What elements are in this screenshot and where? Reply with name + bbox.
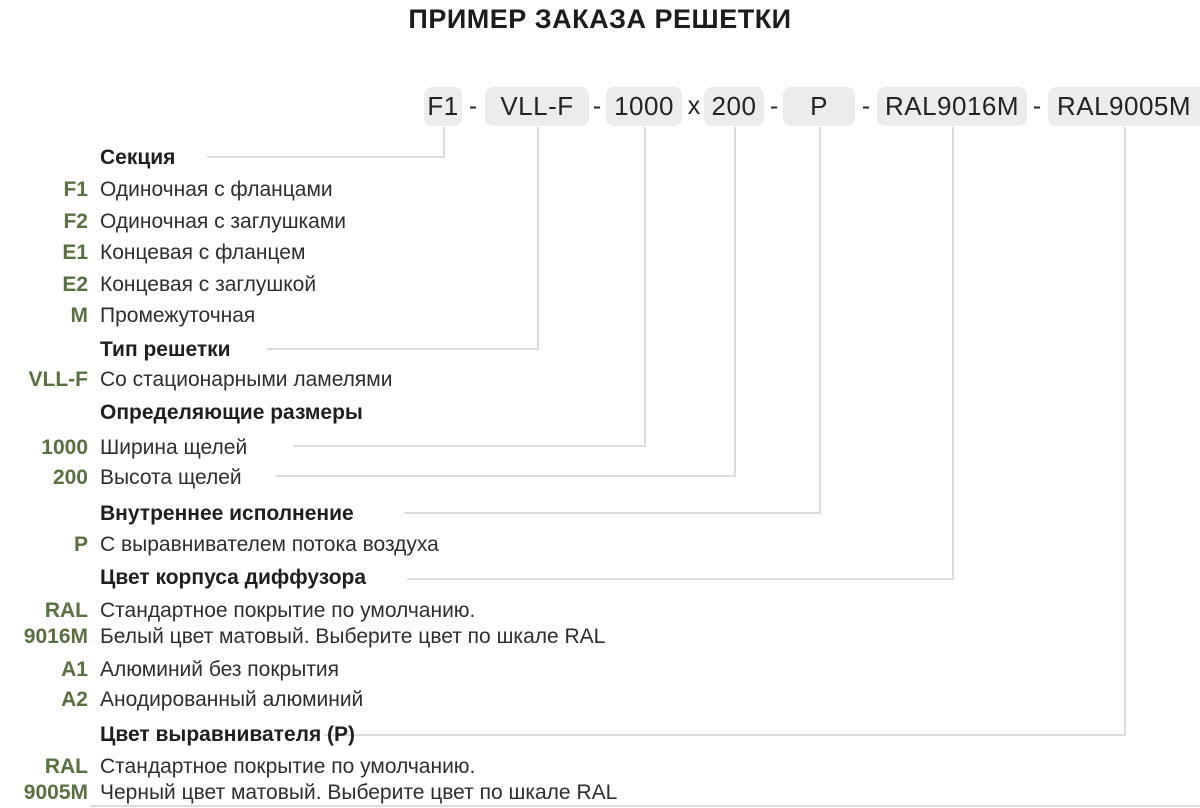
list-item (0, 754, 1200, 780)
item-desc: Концевая с заглушкой (100, 273, 317, 296)
item-desc: Со стационарными ламелями (100, 368, 393, 391)
bottom-divider (90, 805, 1200, 807)
list-item (0, 687, 1200, 713)
item-code: M (70, 304, 88, 327)
list-item (0, 465, 1200, 491)
section-header: Внутреннее исполнение (100, 502, 354, 525)
item-code: A2 (61, 688, 88, 711)
code-separator: - (861, 92, 871, 120)
code-box-section: F1 (424, 87, 462, 126)
list-item (0, 177, 1200, 203)
code-separator: - (1032, 92, 1042, 120)
code-box-grille-type: VLL-F (485, 87, 589, 126)
item-desc: Одиночная с заглушками (100, 210, 347, 233)
item-desc: Одиночная с фланцами (100, 178, 333, 201)
item-desc: Алюминий без покрытия (100, 658, 340, 681)
section-header: Секция (100, 146, 176, 169)
code-separator: - (468, 92, 478, 120)
item-desc: Промежуточная (100, 304, 256, 327)
item-desc: Ширина щелей (100, 436, 248, 459)
list-item (0, 624, 1200, 650)
item-desc: Стандартное покрытие по умолчанию. (100, 599, 476, 622)
code-box-equalizer-color: RAL9005M (1048, 87, 1200, 126)
section-header: Тип решетки (100, 338, 231, 361)
item-code: RAL (44, 599, 88, 622)
item-code: RAL (44, 755, 88, 778)
list-item (0, 367, 1200, 393)
code-box-width: 1000 (606, 87, 682, 126)
item-code: A1 (61, 658, 88, 681)
item-desc: С выравнивателем потока воздуха (100, 533, 439, 556)
list-item (0, 303, 1200, 329)
item-code: E2 (62, 273, 88, 296)
section-header: Цвет корпуса диффузора (100, 566, 367, 589)
code-box-body-color: RAL9016M (877, 87, 1027, 126)
item-code: P (73, 533, 88, 556)
item-desc: Анодированный алюминий (100, 688, 364, 711)
page-title: ПРИМЕР ЗАКАЗА РЕШЕТКИ (408, 4, 792, 34)
item-code: F2 (63, 210, 88, 233)
list-item (0, 780, 1200, 806)
section-header: Цвет выравнивателя (P) (100, 723, 356, 746)
item-code: 1000 (41, 436, 88, 459)
list-item (0, 209, 1200, 235)
code-separator: x (687, 92, 701, 120)
list-item (0, 598, 1200, 624)
item-desc: Стандартное покрытие по умолчанию. (100, 755, 476, 778)
code-box-internal: P (783, 87, 855, 126)
item-desc: Концевая с фланцем (100, 241, 306, 264)
list-item (0, 435, 1200, 461)
item-desc: Высота щелей (100, 466, 242, 489)
list-item (0, 240, 1200, 266)
item-code: E1 (62, 241, 88, 264)
list-item (0, 532, 1200, 558)
code-separator: - (592, 92, 602, 120)
item-code: VLL-F (28, 368, 88, 391)
item-code: 200 (52, 466, 88, 489)
item-code: 9016M (23, 625, 88, 648)
list-item (0, 657, 1200, 683)
item-code: 9005M (23, 781, 88, 804)
code-separator: - (769, 92, 779, 120)
section-header: Определяющие размеры (100, 401, 363, 424)
item-code: F1 (63, 178, 88, 201)
item-desc: Черный цвет матовый. Выберите цвет по шкале RAL (100, 781, 618, 804)
item-desc: Белый цвет матовый. Выберите цвет по шкале RAL (100, 625, 606, 648)
code-box-height: 200 (704, 87, 764, 126)
list-item (0, 272, 1200, 298)
